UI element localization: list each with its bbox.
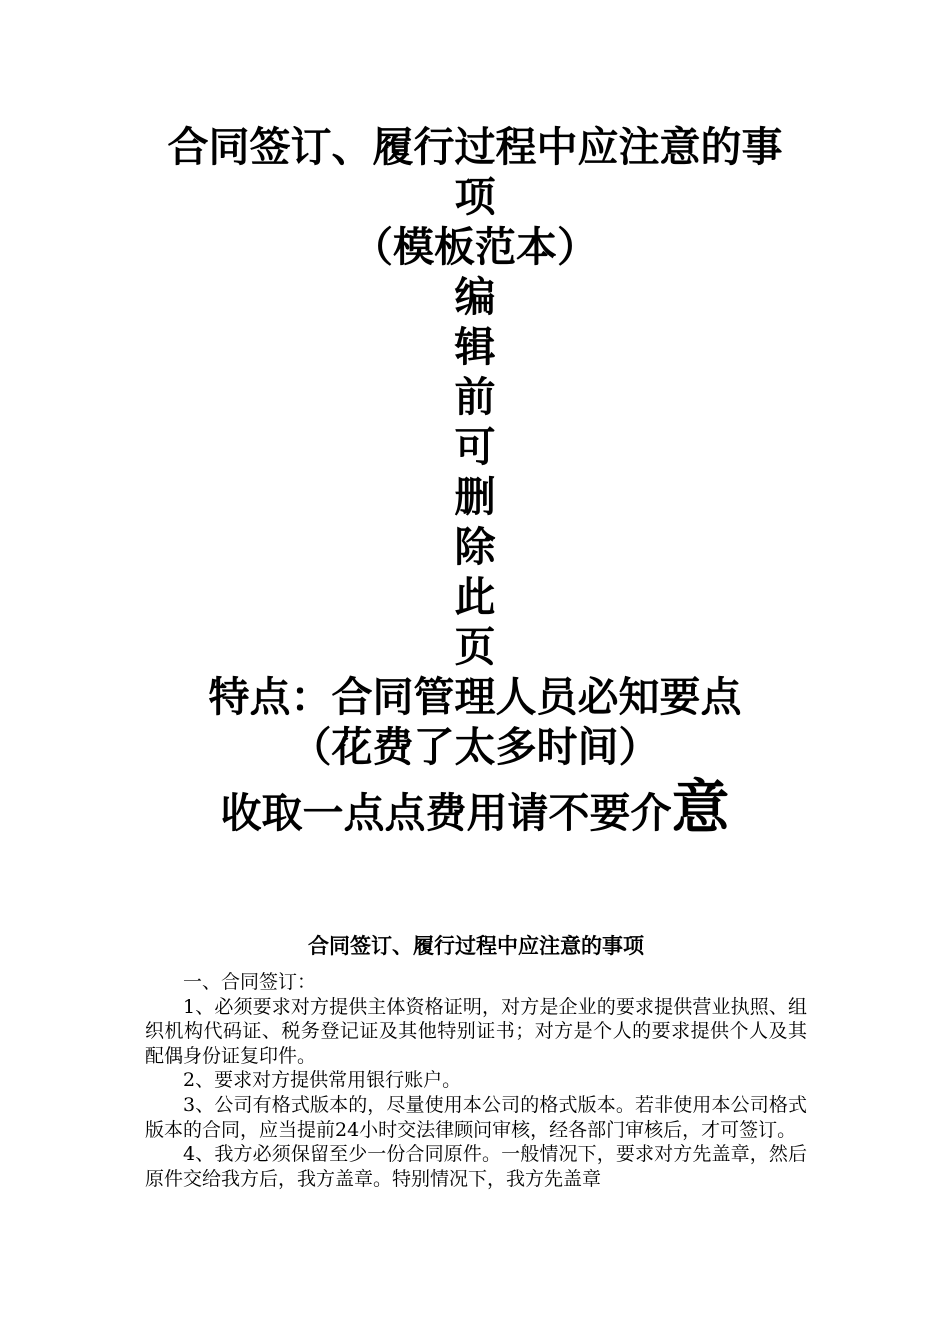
- paragraph: 一、合同签订：: [183, 971, 317, 993]
- cover-fee-big-char: 意: [671, 773, 730, 841]
- document-title: 合同签订、履行过程中应注意的事项: [308, 934, 644, 958]
- paragraph: 4、我方必须保留至少一份合同原件。一般情况下，要求对方先盖章，然后原件交给我方后，我方盖章。特别情况下，我方先盖章: [145, 1143, 807, 1190]
- vertical-char: 此: [454, 573, 496, 621]
- cover-subtitle: （模板范本）: [352, 223, 598, 271]
- vertical-char: 删: [454, 473, 496, 521]
- paragraph: 1、必须要求对方提供主体资格证明，对方是企业的要求提供营业执照、组织机构代码证、税务登记证及其他特别证书；对方是个人的要求提供个人及其配偶身份证复印件。: [145, 995, 807, 1067]
- document-body: [145, 928, 807, 1191]
- cover-vertical-text: [0, 272, 950, 672]
- vertical-char: 辑: [454, 323, 496, 371]
- cover-section: [0, 122, 950, 846]
- paragraph: 3、公司有格式版本的，尽量使用本公司的格式版本。若非使用本公司格式版本的合同，应当提前24小时交法律顾问审核，经各部门审核后，才可签订。: [145, 1093, 807, 1141]
- vertical-char: 前: [454, 373, 496, 421]
- cover-fee-line: [0, 774, 950, 846]
- cover-feature: 特点：合同管理人员必知要点: [208, 673, 742, 721]
- vertical-char: 除: [454, 523, 496, 571]
- cover-title: 合同签订、履行过程中应注意的事项: [167, 123, 783, 221]
- vertical-char: 页: [454, 623, 496, 671]
- cover-fee-text: 收取一点点费用请不要介: [220, 789, 672, 837]
- vertical-char: 可: [454, 423, 496, 471]
- paragraph: 2、要求对方提供常用银行账户。: [183, 1069, 462, 1092]
- cover-note: （花费了太多时间）: [290, 723, 660, 771]
- vertical-char: 编: [454, 273, 496, 321]
